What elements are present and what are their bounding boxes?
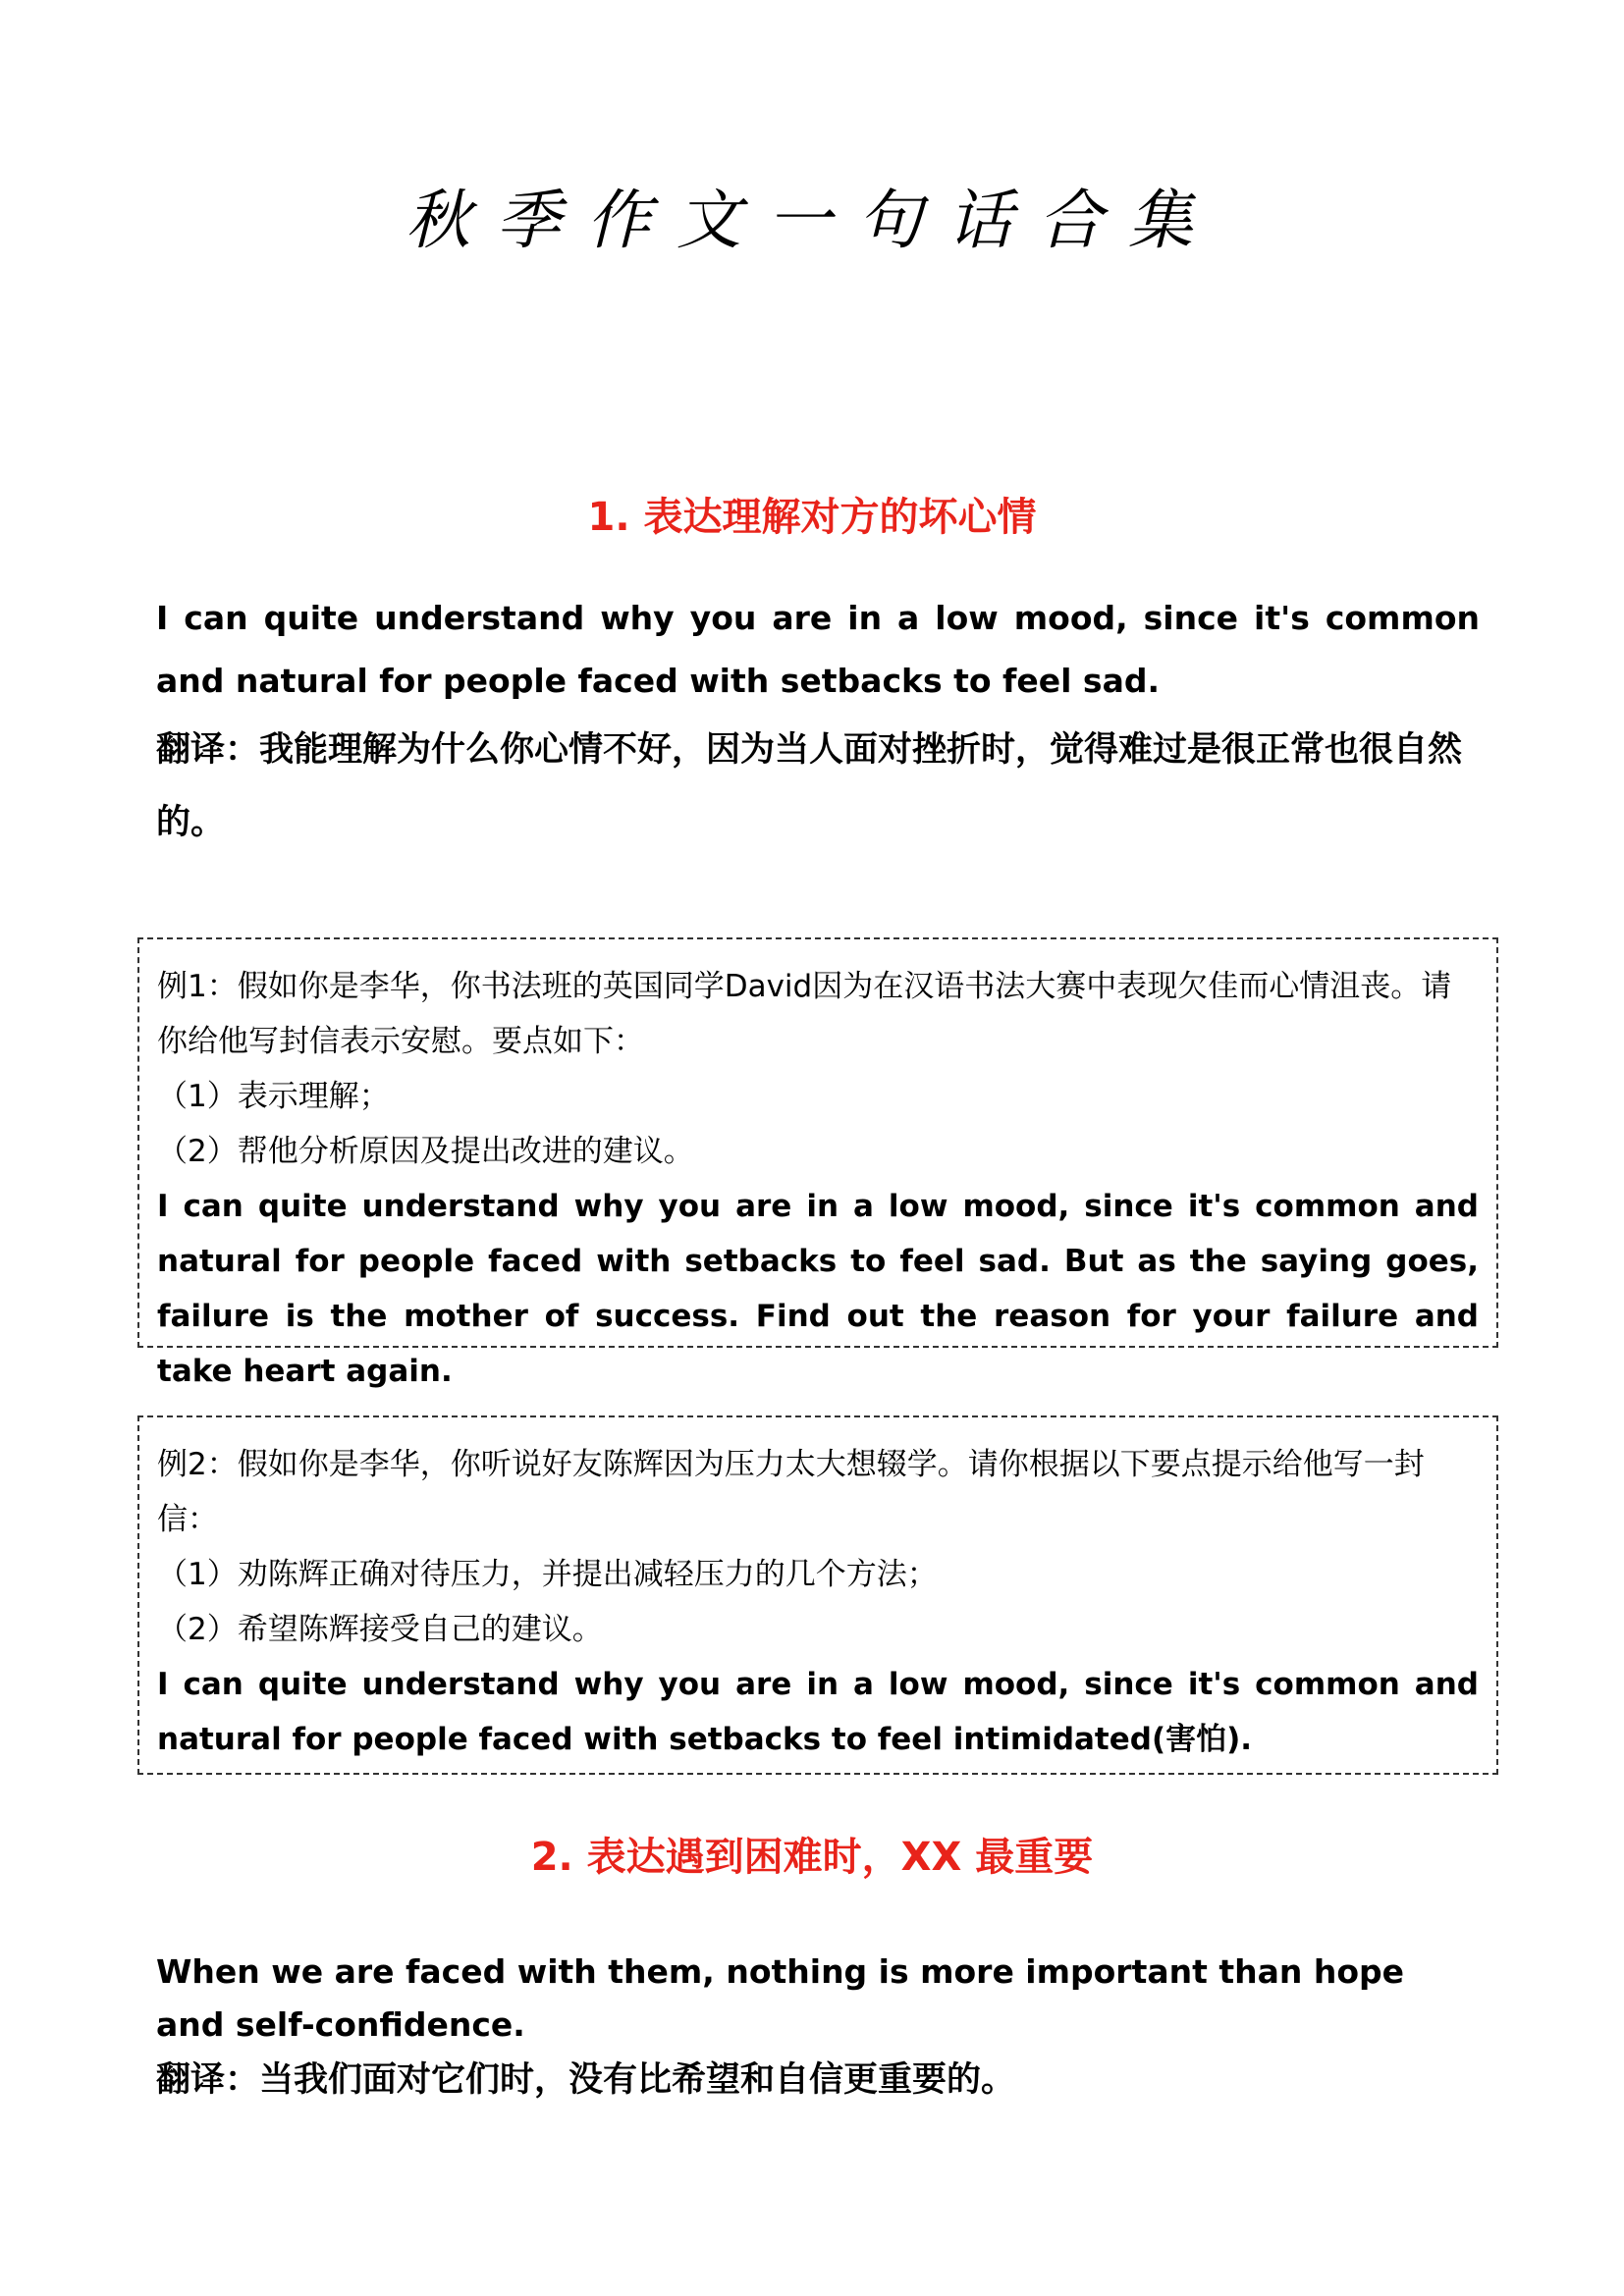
example-1-point-2: （2）帮他分析原因及提出改进的建议。 — [157, 1134, 694, 1169]
example-2-prompt: 例2：假如你是李华，你听说好友陈辉因为压力太大想辍学。请你根据以下要点提示给他写一封信： — [157, 1447, 1425, 1537]
section-2-heading: 2. 表达遇到困难时，XX 最重要 — [530, 1835, 1094, 1880]
example-2-box — [137, 1415, 1498, 1775]
page-title: 秋季作文一句话合集 — [406, 183, 1218, 258]
example-2-point-2: （2）希望陈辉接受自己的建议。 — [157, 1612, 603, 1647]
section-2-sentence: When we are faced with them, nothing is more important than hope and self-confidence. — [156, 1952, 1405, 2044]
example-1-prompt: 例1：假如你是李华，你书法班的英国同学David因为在汉语书法大赛中表现欠佳而心情沮丧。请你给他写封信表示安慰。要点如下： — [157, 969, 1452, 1059]
example-1-point-1: （1）表示理解； — [157, 1079, 390, 1114]
section-1-sentence: I can quite understand why you are in a low mood, since it's common and natural for people faced with setbacks to feel sad. — [156, 599, 1480, 700]
example-1-answer: I can quite understand why you are in a low mood, since it's common and natural for people faced with setbacks to feel sad. But as the saying goes, failure is the mother of success. Find out the reason for your failure and take heart again. — [157, 1189, 1479, 1389]
example-1-box — [137, 937, 1498, 1389]
example-2-point-1: （1）劝陈辉正确对待压力，并提出减轻压力的几个方法； — [157, 1557, 938, 1592]
section-1-heading: 1. 表达理解对方的坏心情 — [587, 495, 1037, 540]
section-1-translation: 翻译：我能理解为什么你心情不好，因为当人面对挫折时，觉得难过是很正常也很自然的。 — [156, 730, 1463, 842]
example-2-answer: I can quite understand why you are in a low mood, since it's common and natural for people faced with setbacks to feel intimidated(害怕). — [157, 1667, 1479, 1757]
section-2-translation: 翻译：当我们面对它们时，没有比希望和自信更重要的。 — [156, 2060, 1016, 2100]
